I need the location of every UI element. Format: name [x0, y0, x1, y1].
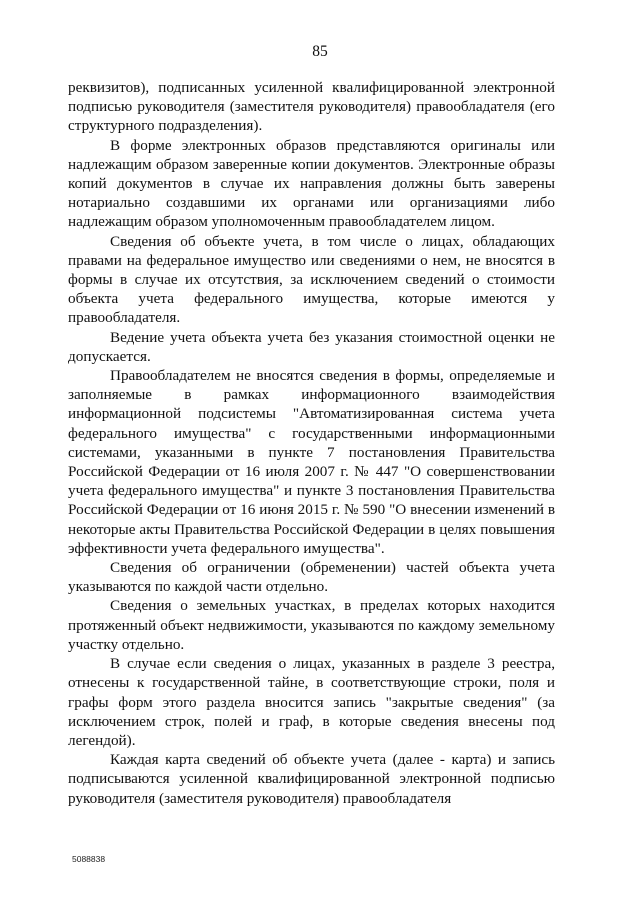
paragraph-card-signature: Каждая карта сведений об объекте учета (далее - карта) и запись подписываются усиленной квалифицированной электронной подписью руководителя (заместителя руководителя) правообладателя	[68, 751, 555, 807]
paragraph-state-secret: В случае если сведения о лицах, указанных в разделе 3 реестра, отнесены к государственной тайне, в соответствующие строки, поля и графы форм этого раздела вносится запись "закрытые сведения" (за исключением строк, полей и граф, в которые сведения внесены под легендой).	[68, 655, 555, 749]
body-text	[68, 78, 555, 808]
page-number: 85	[312, 43, 328, 60]
paragraph-land-plots: Сведения о земельных участках, в пределах которых находится протяженный объект недвижимости, указываются по каждому земельному участку отдельно.	[68, 597, 555, 653]
footer-code: 5088838	[72, 854, 106, 864]
paragraph-information-exchange: Правообладателем не вносятся сведения в формы, определяемые и заполняемые в рамках информационного взаимодействия информационной подсистемы "Автоматизированная система учета федерального имущества" с государственными информационными системами, указанными в пункте 7 постановления Правительства Российской Федерации от 16 июля 2007 г. № 447 "О совершенствовании учета федерального имущества" и пункте 3 постановления Правительства Российской Федерации от 16 июня 2015 г. № 590 "О внесении изменений в некоторые акты Правительства Российской Федерации в целях повышения эффективности учета федерального имущества".	[68, 367, 555, 557]
paragraph-continuation: реквизитов), подписанных усиленной квалифицированной электронной подписью руководителя (заместителя руководителя) правообладателя (его структурного подразделения).	[68, 79, 555, 135]
paragraph-electronic-images: В форме электронных образов представляются оригиналы или надлежащим образом заверенные копии документов. Электронные образы копий документов в случае их направления должны быть заверены нотариально создавшими их органами или организациями либо надлежащим образом уполномоченным правообладателем лицом.	[68, 136, 555, 231]
paragraph-valuation: Ведение учета объекта учета без указания стоимостной оценки не допускается.	[68, 328, 555, 365]
paragraph-object-info: Сведения об объекте учета, в том числе о лицах, обладающих правами на федеральное имущество или сведениями о нем, не вносятся в формы в случае их отсутствия, за исключением сведений о стоимости объекта учета федерального имущества, которые имеются у правообладателя.	[68, 232, 555, 327]
paragraph-encumbrance: Сведения об ограничении (обременении) частей объекта учета указываются по каждой части отдельно.	[68, 559, 555, 596]
